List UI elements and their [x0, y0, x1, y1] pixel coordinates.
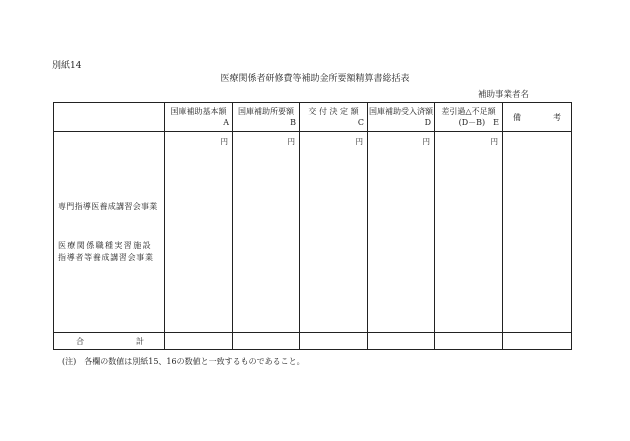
header-remarks: 備 考 [503, 103, 572, 132]
yen-unit: 円 [490, 137, 498, 146]
project-name: 指導者等養成講習会事業 [58, 253, 154, 262]
total-row [54, 333, 572, 350]
header-row [54, 103, 572, 132]
header-project-cell [54, 103, 165, 132]
project-names-cell [54, 132, 165, 333]
settlement-summary-table [53, 102, 572, 350]
total-received-amount [368, 333, 435, 350]
difference-amount-cell [435, 132, 503, 333]
remarks-cell [503, 132, 572, 333]
yen-unit: 円 [287, 137, 295, 146]
footnote: (注) 各欄の数値は別紙15、16の数値と一致するものであること。 [62, 357, 305, 366]
total-difference-amount [435, 333, 503, 350]
header-received-amount: 国庫補助受入済額 D [368, 103, 435, 132]
total-label-cell: 合 計 [54, 333, 165, 350]
total-remarks [503, 333, 572, 350]
project-name: 専門指導医養成講習会事業 [58, 202, 158, 211]
page-title: 医療関係者研修費等補助金所要額精算書総括表 [220, 74, 410, 84]
project-name: 医療関係職種実習施設 [58, 241, 152, 250]
header-decided-amount: 交 付 決 定 額 C [300, 103, 368, 132]
received-amount-cell [368, 132, 435, 333]
yen-unit: 円 [355, 137, 363, 146]
header-base-amount: 国庫補助基本額 A [165, 103, 233, 132]
total-decided-amount [300, 333, 368, 350]
project-row [54, 132, 572, 333]
header-difference-amount: 差引過△不足額 (D－B) E [435, 103, 503, 132]
decided-amount-cell [300, 132, 368, 333]
total-required-amount [233, 333, 300, 350]
base-amount-cell [165, 132, 233, 333]
required-amount-cell [233, 132, 300, 333]
organization-label: 補助事業者名 [478, 90, 530, 100]
form-number: 別紙14 [52, 61, 82, 71]
total-base-amount [165, 333, 233, 350]
yen-unit: 円 [422, 137, 430, 146]
yen-unit: 円 [220, 137, 228, 146]
header-required-amount: 国庫補助所要額 B [233, 103, 300, 132]
